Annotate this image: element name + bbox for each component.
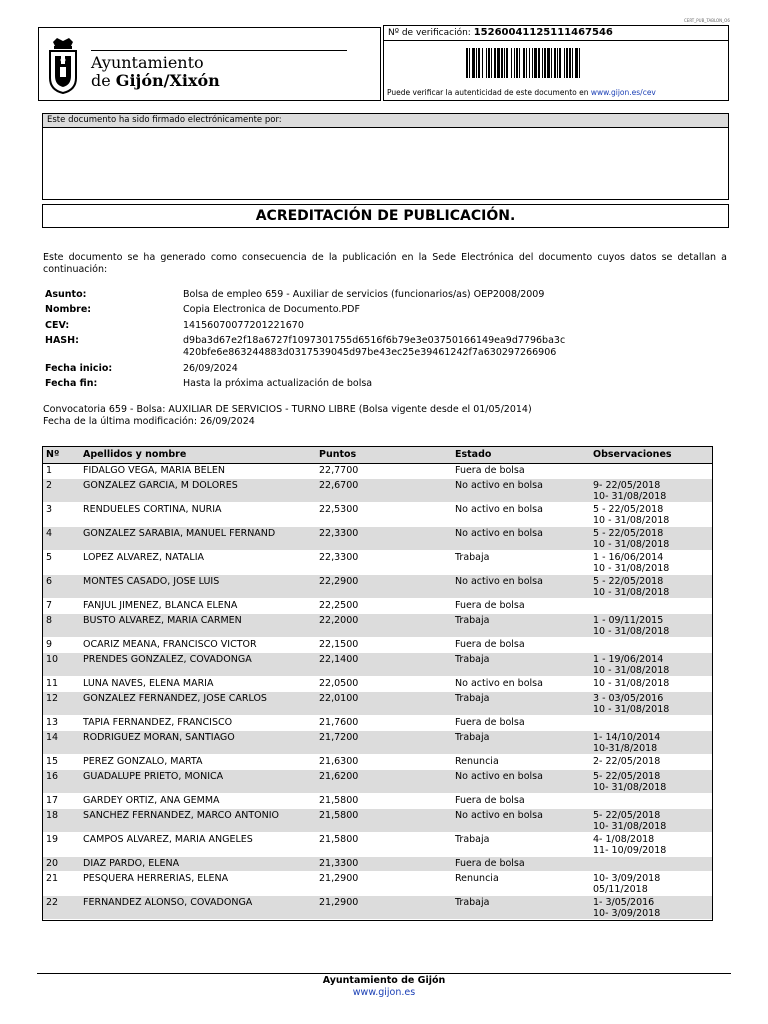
header-points: Puntos [319,449,357,460]
row-points: 22,5300 [319,504,359,515]
row-number: 3 [46,504,53,515]
verification-box [383,25,729,101]
row-number: 9 [46,639,53,650]
header-name: Apellidos y nombre [83,449,187,460]
row-state: Fuera de bolsa [455,639,525,650]
row-points: 21,2900 [319,897,359,908]
row-observation-cont: 10 - 31/08/2018 [593,539,670,550]
row-observation: 1- 14/10/2014 [593,732,661,743]
row-observation-cont: 10- 3/09/2018 [593,908,661,919]
table-row [43,809,712,833]
row-points: 21,5800 [319,834,359,845]
row-observation-cont: 10 - 31/08/2018 [593,704,670,715]
row-points: 21,3300 [319,858,359,869]
footer-divider [37,973,731,974]
row-name: CAMPOS ALVAREZ, MARIA ANGELES [83,834,253,845]
row-points: 22,3300 [319,528,359,539]
row-observation-cont: 05/11/2018 [593,884,648,895]
row-state: Fuera de bolsa [455,465,525,476]
row-number: 20 [46,858,59,869]
table-row [43,692,712,716]
row-state: No activo en bolsa [455,528,543,539]
row-state: Fuera de bolsa [455,600,525,611]
table-row [43,503,712,527]
row-name: LOPEZ ALVAREZ, NATALIA [83,552,205,563]
row-state: Fuera de bolsa [455,717,525,728]
row-number: 19 [46,834,59,845]
row-points: 22,0100 [319,693,359,704]
row-name: BUSTO ALVAREZ, MARIA CARMEN [83,615,242,626]
table-row [43,677,712,692]
logo-box [38,27,381,101]
row-state: Trabaja [455,615,490,626]
row-state: Trabaja [455,897,490,908]
row-number: 8 [46,615,53,626]
logo-divider [91,50,347,51]
row-points: 21,6300 [319,756,359,767]
row-observation-cont: 10- 31/08/2018 [593,491,667,502]
row-number: 12 [46,693,59,704]
table-row [43,716,712,731]
row-name: GONZALEZ SARABIA, MANUEL FERNAND [83,528,276,539]
row-observation-cont: 10 - 31/08/2018 [593,563,670,574]
convocatoria-line: Convocatoria 659 - Bolsa: AUXILIAR DE SERVICIOS - TURNO LIBRE (Bolsa vigente desde el 01/05/2014) [43,404,532,415]
table-row [43,833,712,857]
table-row [43,599,712,614]
table-header [43,447,712,464]
convocatoria-info [43,404,532,428]
row-number: 4 [46,528,53,539]
row-observation-cont: 10 - 31/08/2018 [593,515,670,526]
row-observation: 1 - 09/11/2015 [593,615,664,626]
row-name: PRENDES GONZALEZ, COVADONGA [83,654,252,665]
row-number: 22 [46,897,59,908]
row-number: 11 [46,678,59,689]
row-number: 5 [46,552,53,563]
table-row [43,872,712,896]
table-row [43,653,712,677]
row-number: 14 [46,732,59,743]
row-number: 10 [46,654,59,665]
row-name: LUNA NAVES, ELENA MARIA [83,678,214,689]
row-name: GONZALEZ GARCIA, M DOLORES [83,480,238,491]
table-row [43,527,712,551]
row-points: 21,7200 [319,732,359,743]
results-table [42,446,713,921]
verification-number: Nº de verificación: 15260041125111467546 [388,27,613,38]
row-name: PEREZ GONZALO, MARTA [83,756,203,767]
row-observation-cont: 10 - 31/08/2018 [593,626,670,637]
row-state: No activo en bolsa [455,480,543,491]
verification-link[interactable]: www.gijon.es/cev [590,88,656,97]
row-observation-cont: 10- 31/08/2018 [593,821,667,832]
row-observation-cont: 10-31/8/2018 [593,743,658,754]
footer-link [0,987,768,998]
verification-divider [384,40,728,41]
row-observation-cont: 10 - 31/08/2018 [593,587,670,598]
row-name: SANCHEZ FERNANDEZ, MARCO ANTONIO [83,810,279,821]
row-name: GARDEY ORTIZ, ANA GEMMA [83,795,220,806]
last-modified-line: Fecha de la última modificación: 26/09/2024 [43,416,255,427]
row-points: 22,0500 [319,678,359,689]
table-row [43,614,712,638]
row-number: 13 [46,717,59,728]
signature-heading: Este documento ha sido firmado electrónicamente por: [43,114,728,128]
row-observation-cont: 11- 10/09/2018 [593,845,667,856]
page-title: ACREDITACIÓN DE PUBLICACIÓN. [42,204,729,228]
row-observation: 2- 22/05/2018 [593,756,661,767]
row-state: No activo en bolsa [455,678,543,689]
row-observation: 1- 3/05/2016 [593,897,655,908]
row-name: DIAZ PARDO, ELENA [83,858,180,869]
row-points: 22,2900 [319,576,359,587]
document-code: CERT_PUB_TABLON_O6 [684,18,730,23]
row-state: No activo en bolsa [455,771,543,782]
row-number: 15 [46,756,59,767]
row-points: 21,6200 [319,771,359,782]
row-observation: 5 - 22/05/2018 [593,576,664,587]
table-row [43,464,712,479]
verification-note: Puede verificar la autenticidad de este documento en www.gijon.es/cev [387,88,656,97]
row-number: 6 [46,576,53,587]
row-number: 1 [46,465,53,476]
table-row [43,638,712,653]
table-row [43,794,712,809]
org-name-line2: de Gijón/Xixón [91,71,220,90]
row-points: 21,5800 [319,795,359,806]
row-state: Trabaja [455,552,490,563]
row-name: FERNANDEZ ALONSO, COVADONGA [83,897,253,908]
row-state: No activo en bolsa [455,504,543,515]
row-state: Trabaja [455,834,490,845]
header-state: Estado [455,449,492,460]
org-name-line1: Ayuntamiento [91,53,204,72]
row-observation-cont: 10 - 31/08/2018 [593,665,670,676]
row-name: FANJUL JIMENEZ, BLANCA ELENA [83,600,238,611]
row-points: 22,1400 [319,654,359,665]
row-name: PESQUERA HERRERIAS, ELENA [83,873,229,884]
table-row [43,575,712,599]
row-number: 21 [46,873,59,884]
row-number: 7 [46,600,53,611]
table-row [43,731,712,755]
row-observation-cont: 10- 31/08/2018 [593,782,667,793]
row-points: 21,5800 [319,810,359,821]
row-observation: 5 - 22/05/2018 [593,504,664,515]
table-body [43,464,712,920]
table-row [43,896,712,920]
row-observation: 1 - 19/06/2014 [593,654,664,665]
row-points: 21,7600 [319,717,359,728]
row-points: 22,2500 [319,600,359,611]
row-name: GONZALEZ FERNANDEZ, JOSE CARLOS [83,693,267,704]
row-state: Trabaja [455,693,490,704]
row-state: No activo en bolsa [455,810,543,821]
row-state: No activo en bolsa [455,576,543,587]
row-name: RENDUELES CORTINA, NURIA [83,504,222,515]
row-number: 18 [46,810,59,821]
row-points: 22,3300 [319,552,359,563]
row-name: RODRIGUEZ MORAN, SANTIAGO [83,732,235,743]
row-observation: 5 - 22/05/2018 [593,528,664,539]
row-observation: 5- 22/05/2018 [593,810,661,821]
row-name: OCARIZ MEANA, FRANCISCO VICTOR [83,639,257,650]
row-state: Trabaja [455,654,490,665]
row-state: Fuera de bolsa [455,795,525,806]
row-points: 21,2900 [319,873,359,884]
row-points: 22,7700 [319,465,359,476]
city-crest-icon [47,36,79,94]
table-row [43,551,712,575]
row-number: 16 [46,771,59,782]
row-points: 22,1500 [319,639,359,650]
barcode-icon [466,48,608,78]
row-name: FIDALGO VEGA, MARIA BELEN [83,465,226,476]
row-observation: 1 - 16/06/2014 [593,552,664,563]
row-name: MONTES CASADO, JOSE LUIS [83,576,220,587]
footer-org-name: Ayuntamiento de Gijón [322,975,446,986]
row-observation: 10 - 31/08/2018 [593,678,670,689]
row-observation: 10- 3/09/2018 [593,873,661,884]
footer-website-link[interactable]: www.gijon.es [352,987,416,998]
table-row [43,755,712,770]
row-state: Trabaja [455,732,490,743]
header-observations: Observaciones [593,449,672,460]
row-points: 22,2000 [319,615,359,626]
row-observation: 3 - 03/05/2016 [593,693,664,704]
row-observation: 9- 22/05/2018 [593,480,661,491]
header-number: Nº [46,449,60,460]
row-observation: 5- 22/05/2018 [593,771,661,782]
row-number: 17 [46,795,59,806]
row-observation: 4- 1/08/2018 [593,834,655,845]
row-state: Renuncia [455,873,499,884]
table-row [43,770,712,794]
row-name: GUADALUPE PRIETO, MONICA [83,771,224,782]
row-number: 2 [46,480,53,491]
row-name: TAPIA FERNANDEZ, FRANCISCO [83,717,233,728]
row-state: Fuera de bolsa [455,858,525,869]
row-state: Renuncia [455,756,499,767]
table-row [43,857,712,872]
signature-box [42,113,729,200]
row-points: 22,6700 [319,480,359,491]
intro-text: Este documento se ha generado como consecuencia de la publicación en la Sede Electrónica del documento cuyos datos se detallan a continuación: [43,252,727,275]
table-row [43,479,712,503]
